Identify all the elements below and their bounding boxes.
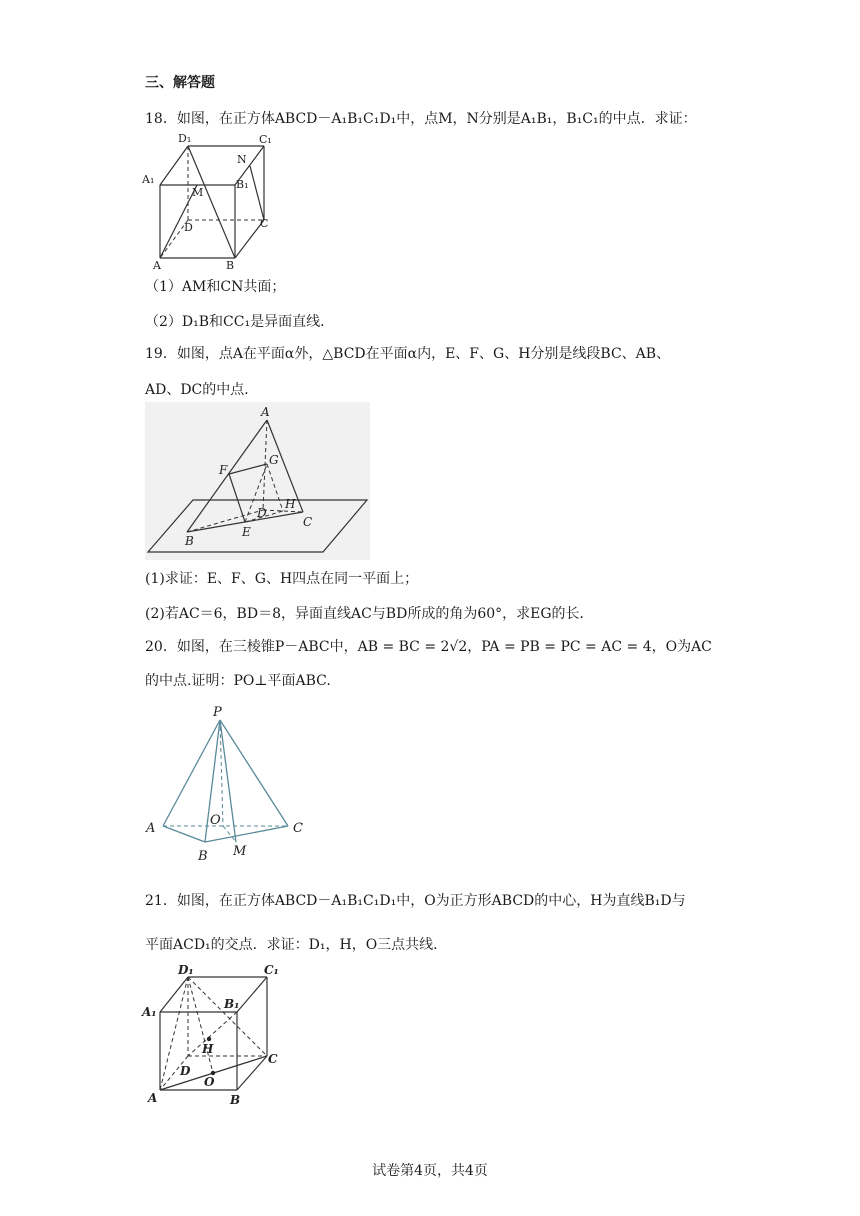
q18-label-c1: C₁: [259, 133, 272, 146]
q18-label-a1: A₁: [142, 173, 155, 186]
q21-point-h: [207, 1037, 211, 1041]
q21-label-a: A: [148, 1091, 158, 1105]
q19-label-c: C: [303, 515, 313, 529]
q18-part2: （2）D₁B和CC₁是异面直线．: [145, 314, 335, 330]
q19-part2: (2)若AC＝6，BD＝8，异面直线AC与BD所成的角为60°，求EG的长．: [145, 606, 594, 622]
q20-label-m: M: [233, 844, 247, 859]
q19-tetrahedron-figure: [145, 402, 370, 560]
section-title: 三、解答题: [145, 75, 215, 91]
q21-stem-line1: 21．如图，在正方体ABCD－A₁B₁C₁D₁中，O为正方形ABCD的中心，H为直线B₁D与: [145, 893, 686, 909]
q18-label-d: D: [184, 221, 193, 234]
q20-label-o: O: [210, 813, 221, 828]
q19-label-e: E: [242, 525, 251, 539]
q21-stem-line2: 平面ACD₁的交点．求证：D₁，H，O三点共线．: [145, 937, 448, 953]
q20-pyramid-figure: [143, 700, 313, 865]
q19-label-a: A: [261, 405, 270, 419]
q19-stem-line2: AD、DC的中点．: [145, 382, 259, 398]
q20-label-c: C: [293, 821, 303, 836]
q21-label-b: B: [230, 1093, 241, 1105]
q21-label-a1: A₁: [142, 1005, 157, 1019]
q19-label-h: H: [285, 497, 296, 511]
q18-label-b: B: [226, 259, 235, 272]
q18-stem: 18．如图，在正方体ABCD－A₁B₁C₁D₁中，点M，N分别是A₁B₁，B₁C₁的中点．求证：: [145, 111, 697, 127]
q21-label-d1: D₁: [178, 963, 194, 977]
q18-label-b1: B₁: [236, 178, 249, 191]
q20-stem-line2: 的中点.证明：PO⊥平面ABC.: [145, 673, 331, 689]
q19-label-f: F: [219, 463, 228, 477]
q21-label-c: C: [268, 1052, 278, 1066]
q21-label-b1: B₁: [224, 997, 240, 1011]
q19-part1: (1)求证：E、F、G、H四点在同一平面上；: [145, 571, 419, 587]
q21-label-c1: C₁: [264, 963, 279, 977]
q18-cube-figure: [140, 128, 280, 273]
q19-label-d: D: [257, 506, 267, 520]
q20-label-b: B: [198, 849, 208, 864]
q21-cube-figure: [140, 960, 290, 1105]
page-footer: 试卷第4页，共4页: [372, 1163, 488, 1179]
q19-stem-line1: 19．如图，点A在平面α外，△BCD在平面α内，E、F、G、H分别是线段BC、AB、: [145, 346, 671, 362]
q20-label-p: P: [213, 705, 222, 720]
q21-label-d: D: [180, 1064, 191, 1078]
q18-label-c: C: [260, 217, 269, 230]
q18-label-n: N: [237, 153, 247, 166]
q18-part1: （1）AM和CN共面；: [145, 279, 286, 295]
q18-label-m: M: [192, 186, 204, 199]
q18-label-d1: D₁: [178, 132, 192, 145]
q20-stem-line1: 20．如图，在三棱锥P－ABC中，AB = BC = 2√2，PA = PB = PC = AC = 4，O为AC: [145, 639, 712, 655]
q21-label-o: O: [204, 1075, 215, 1089]
q19-label-b: B: [185, 534, 194, 548]
q18-label-a: A: [153, 259, 161, 272]
q19-label-g: G: [269, 453, 279, 467]
q21-label-h: H: [202, 1042, 214, 1056]
q20-label-a: A: [146, 821, 156, 836]
